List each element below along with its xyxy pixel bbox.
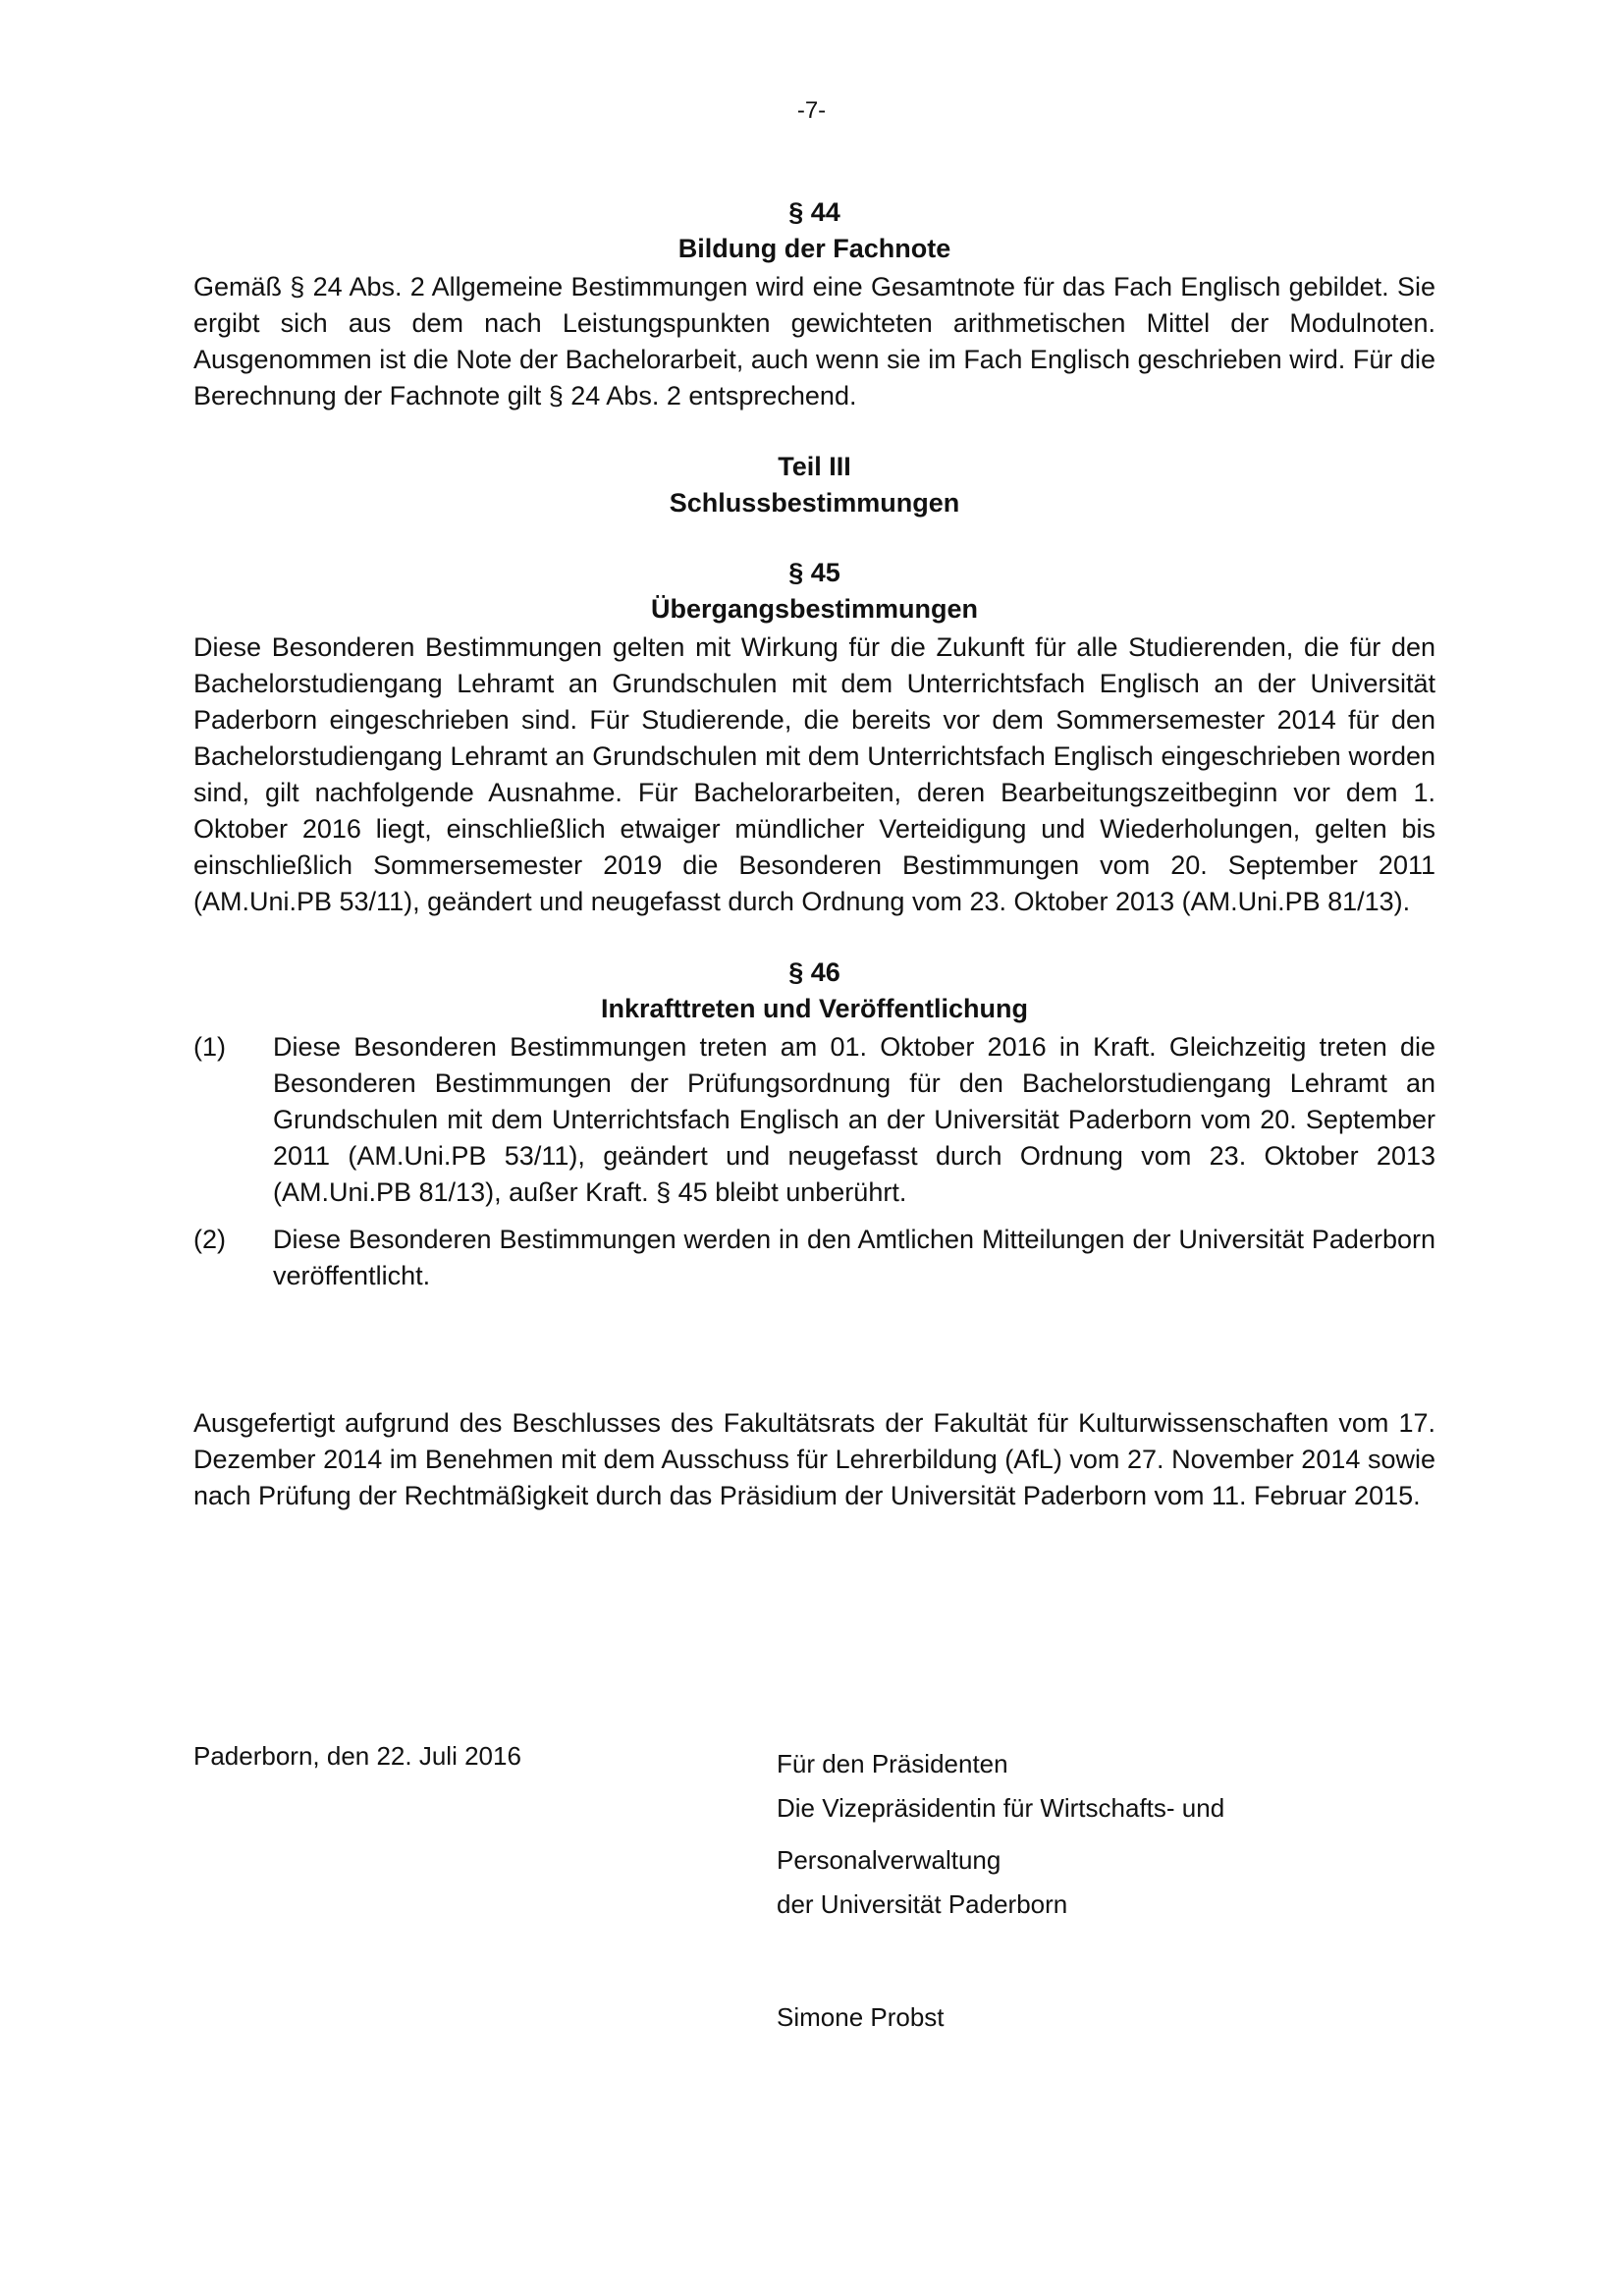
signatory-line-3: der Universität Paderborn: [777, 1889, 1068, 1919]
section-46-title: Inkrafttreten und Veröffentlichung: [600, 994, 1029, 1023]
signatory-block: [777, 1738, 1435, 1931]
section-46-item-2: [193, 1222, 1435, 1294]
signature-block: [193, 1738, 1435, 2052]
section-45-text: Diese Besonderen Bestimmungen gelten mit Wirkung für die Zukunft für alle Studierenden, die für den Bachelorstudiengang Lehramt an Grundschulen mit dem Unterrichtsfach Englisch an der Universität Paderborn eingeschrieben sind. Für Studierende, die bereits vor dem Sommersemester 2014 für den Bachelorstudiengang Lehramt an Grundschulen mit dem Unterrichtsfach Englisch eingeschrieben worden sind, gilt nachfolgende Ausnahme. Für Bachelorarbeiten, deren Bearbeitungszeitbeginn vor dem 1. Oktober 2016 liegt, einschließlich etwaiger mündlicher Verteidigung und Wiederholungen, gelten bis einschließlich Sommersemester 2019 die Besonderen Bestimmungen vom 20. September 2011 (AM.Uni.PB 53/11), geändert und neugefasst durch Ordnung vom 23. Oktober 2013 (AM.Uni.PB 81/13).: [193, 632, 1435, 916]
section-45-title: Übergangsbestimmungen: [650, 594, 979, 624]
item-text: Diese Besonderen Bestimmungen treten am 01. Oktober 2016 in Kraft. Gleichzeitig treten die Besonderen Bestimmungen der Prüfungsordnung für den Bachelorstudiengang Lehramt an Grundschulen mit dem Unterrichtsfach Englisch an der Universität Paderborn vom 20. September 2011 (AM.Uni.PB 53/11), geändert und neugefasst durch Ordnung vom 23. Oktober 2013 (AM.Uni.PB 81/13), außer Kraft. § 45 bleibt unberührt.: [273, 1032, 1435, 1207]
section-44-number: § 44: [788, 197, 840, 227]
section-46-number: § 46: [788, 957, 840, 987]
section-44-title: Bildung der Fachnote: [677, 234, 951, 263]
part-3-number: Teil III: [778, 452, 851, 481]
section-46-item-1: [193, 1029, 1435, 1211]
item-text: Diese Besonderen Bestimmungen werden in den Amtlichen Mitteilungen der Universität Paderborn veröffentlicht.: [273, 1225, 1435, 1290]
place-date: Paderborn, den 22. Juli 2016: [193, 1741, 521, 1771]
section-45-number: § 45: [788, 558, 840, 587]
section-44-text: Gemäß § 24 Abs. 2 Allgemeine Bestimmungen wird eine Gesamtnote für das Fach Englisch gebildet. Sie ergibt sich aus dem nach Leistungspunkten gewichteten arithmetischen Mittel der Modulnoten. Ausgenommen ist die Note der Bachelorarbeit, auch wenn sie im Fach Englisch geschrieben wird. Für die Berechnung der Fachnote gilt § 24 Abs. 2 entsprechend.: [193, 272, 1435, 410]
item-number: (1): [193, 1032, 226, 1062]
page-number: -7-: [796, 97, 827, 124]
signatory-name: Simone Probst: [777, 2002, 945, 2032]
item-number: (2): [193, 1225, 226, 1254]
closing-statement: Ausgefertigt aufgrund des Beschlusses des Fakultätsrats der Fakultät für Kulturwissenschaften vom 17. Dezember 2014 im Benehmen mit dem Ausschuss für Lehrerbildung (AfL) vom 27. November 2014 sowie nach Prüfung der Rechtmäßigkeit durch das Präsidium der Universität Paderborn vom 11. Februar 2015.: [193, 1408, 1435, 1510]
document-body: [193, 194, 1435, 1514]
signatory-line-1: Für den Präsidenten: [777, 1749, 1008, 1778]
part-3-title: Schlussbestimmungen: [669, 488, 960, 518]
signatory-line-2: Die Vizepräsidentin für Wirtschafts- und Personalverwaltung: [777, 1793, 1225, 1875]
